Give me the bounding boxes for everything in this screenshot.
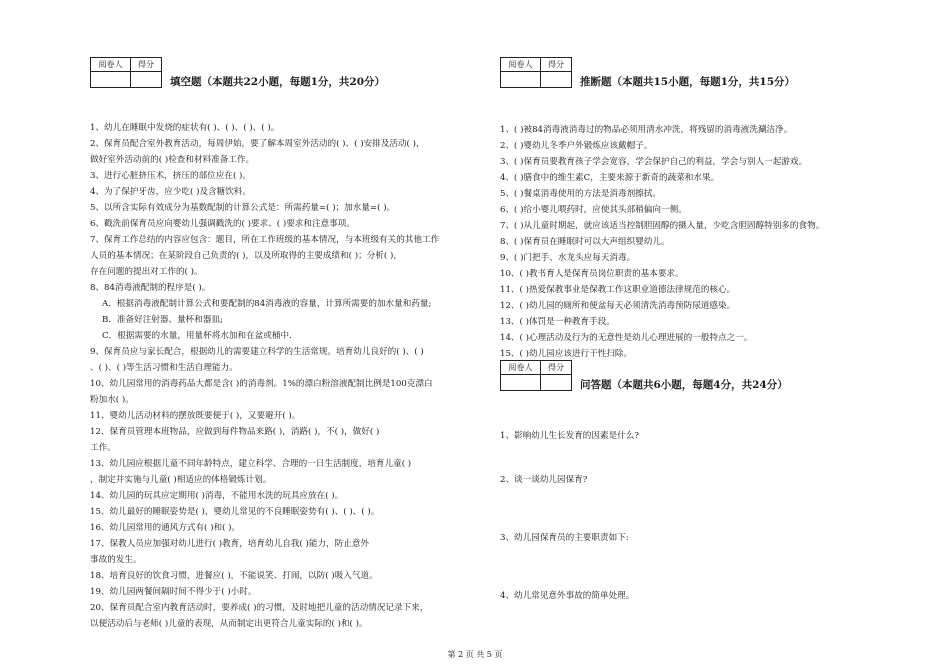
qa-question: 1、影响幼儿生长发育的因素是什么?: [500, 431, 639, 441]
score-box: [500, 57, 572, 88]
section-title-qa: 问答题（本题共6小题，每题4分，共24分）: [580, 379, 788, 391]
judge-line: 3、( )保育员要教育孩子学会宽容，学会保护自己的利益，学会与别人一起游戏。: [500, 157, 808, 167]
fill-option: B．准备好注射器、量杯和器皿;: [102, 315, 223, 325]
judge-line: 9、( )门把手、水龙头应每天消毒。: [500, 253, 636, 263]
fill-line: 20、保育员配合室内教育活动时，要养成( )的习惯，及时地把儿童的活动情况记录下来，: [90, 603, 429, 613]
fill-line: 事故的发生。: [90, 555, 142, 565]
fill-line: 10、幼儿园常用的消毒药品大都是含( )的消毒剂。1%的漂白粉溶液配制比例是100克漂白: [90, 379, 433, 389]
judge-line: 4、( )膳食中的维生素C，主要来源于新奇的蔬菜和水果。: [500, 173, 720, 183]
fill-line: 以便活动后与老师( )儿童的表现，从而制定出更符合儿童实际的( )和( )。: [90, 619, 368, 629]
fill-line: 工作。: [90, 443, 116, 453]
fill-line: 12、保育员管理本班物品，应做到每件物品来路( )，消路( )，不( )，做好( ): [90, 427, 380, 437]
judge-line: 6、( )给小婴儿喂药时，应使其头部稍偏向一侧。: [500, 205, 687, 215]
section-title-fill: 填空题（本题共22小题，每题1分，共20分）: [170, 76, 386, 88]
score-label: 得分: [541, 58, 572, 72]
judge-line: 5、( )餐桌消毒使用的方法是消毒剂擦拭。: [500, 189, 661, 199]
fill-line: 做好室外活动前的( )检查和材料准备工作。: [90, 155, 255, 165]
fill-line: 13、幼儿园应根据儿童不同年龄特点，建立科学、合理的一日生活制度，培育儿童( ): [90, 459, 412, 469]
qa-question: 4、幼儿常见意外事故的简单处理。: [500, 591, 635, 601]
judge-line: 2、( )婴幼儿冬季户外锻炼应该戴帽子。: [500, 141, 653, 151]
fill-line: 3、进行心脏挤压术，挤压的部位应在( )。: [90, 171, 251, 181]
judge-line: 11、( )热爱保教事业是保教工作这职业道德法律规范的核心。: [500, 285, 736, 295]
fill-option: A．根据消毒液配制计算公式和要配制的84消毒液的容量，计算所需要的加水量和药量;: [102, 299, 432, 309]
fill-line: 11、婴幼儿活动材料的摆放既要便于( )，又要避开( )。: [90, 411, 301, 421]
judge-line: 7、( )从儿童时期起，就应该适当控制胆固醇的摄入量，少吃含胆固醇特别多的食物。: [500, 221, 825, 231]
judge-line: 8、( )保育员在睡眠时可以大声组织婴幼儿。: [500, 237, 670, 247]
score-cell[interactable]: [541, 375, 572, 391]
judge-line: 15、( )幼儿园应该进行干性扫除。: [500, 349, 633, 359]
score-box: [90, 57, 162, 88]
fill-option: C．根据需要的水量，用量杯将水加和在盆或桶中.: [102, 331, 292, 341]
fill-line: 15、幼儿最好的睡眠姿势是( )，婴幼儿常见的不良睡眠姿势有( )、( )、( )。: [90, 507, 380, 517]
fill-line: ，制定并实施与儿童( )相适应的体格锻炼计划。: [90, 475, 272, 485]
score-cell[interactable]: [541, 72, 572, 88]
qa-question: 2、谈一谈幼儿园保育?: [500, 475, 588, 485]
fill-line: 19、幼儿园两餐间隔时间不得少于( )小时。: [90, 587, 257, 597]
fill-line: 4、为了保护牙齿，应少吃( )及含糖饮料。: [90, 187, 251, 197]
judge-line: 13、( )体罚是一种教育手段。: [500, 317, 615, 327]
section-title-judge: 推断题（本题共15小题，每题1分，共15分）: [580, 76, 796, 88]
reviewer-cell[interactable]: [91, 72, 131, 88]
judge-line: 14、( )心理活动及行为的无意性是幼儿心理进展的一般特点之一。: [500, 333, 753, 343]
fill-line: 6、戳洗前保育员应向婴幼儿强调戳洗的( )要求、( )要求和注意事项。: [90, 219, 355, 229]
fill-line: 人员的基本情况；在某阶段自己负责的( )，以及所取得的主要成绩和( )；分析( )，: [90, 251, 402, 261]
judge-question-list: [500, 122, 824, 362]
fill-line: 2、保育员配合室外教育活动，每周伊始，要了解本周室外活动的( )、( )安排及活动( )，: [90, 139, 425, 149]
page-number: 第 2 页 共 5 页: [447, 650, 503, 659]
fill-line: 16、幼儿园常用的通风方式有( )和( )。: [90, 523, 241, 533]
fill-line: 1、幼儿在睡眠中发烧的症状有( )、( )、( )、( )。: [90, 123, 280, 133]
judge-line: 10、( )教书育人是保育员岗位职责的基本要求。: [500, 269, 684, 279]
score-label: 得分: [541, 361, 572, 375]
fill-line: 14、幼儿园的玩具应定期用( )消毒，不能用水洗的玩具应放在( )。: [90, 491, 344, 501]
reviewer-label: 阅卷人: [501, 361, 541, 375]
fill-line: 9、保育员应与家长配合，根据幼儿的需要建立科学的生活常规。培育幼儿良好的( )、( ): [90, 347, 424, 357]
fill-question-list: [90, 120, 439, 632]
fill-line: 18、培育良好的饮食习惯，进餐应( )，不能说笑、打闹，以防( )吸入气道。: [90, 571, 378, 581]
fill-line: 、( )、( )等生活习惯和生活自理能力。: [90, 363, 238, 373]
qa-question: 3、幼儿园保育员的主要职责如下:: [500, 533, 629, 543]
fill-line: 17、保教人员应加强对幼儿进行( )教育，培育幼儿自我( )能力，防止意外: [90, 539, 370, 549]
reviewer-label: 阅卷人: [91, 58, 131, 72]
reviewer-cell[interactable]: [501, 72, 541, 88]
judge-line: 12、( )幼儿园的厕所和便盆每天必须清洗消毒预防尿道感染。: [500, 301, 736, 311]
score-cell[interactable]: [131, 72, 162, 88]
reviewer-cell[interactable]: [501, 375, 541, 391]
fill-line: 7、保育工作总结的内容应包含：题目，所在工作班级的基本情况，与本班级有关的其他工作: [90, 235, 440, 245]
reviewer-label: 阅卷人: [501, 58, 541, 72]
score-label: 得分: [131, 58, 162, 72]
judge-line: 1、( )被84消毒液消毒过的物品必须用清水冲洗，将残留的消毒液洗涮洁净。: [500, 125, 793, 135]
fill-line: 5、以所含实际有效成分为基数配制的计算公式是：所需药量=( )；加水量=( )。: [90, 203, 396, 213]
score-box: [500, 360, 572, 391]
fill-line: 8、84消毒液配制的程序是( )。: [90, 283, 211, 293]
fill-line: 存在问题的提出对工作的( )。: [90, 267, 203, 277]
fill-line: 粉加水( )。: [90, 395, 134, 405]
